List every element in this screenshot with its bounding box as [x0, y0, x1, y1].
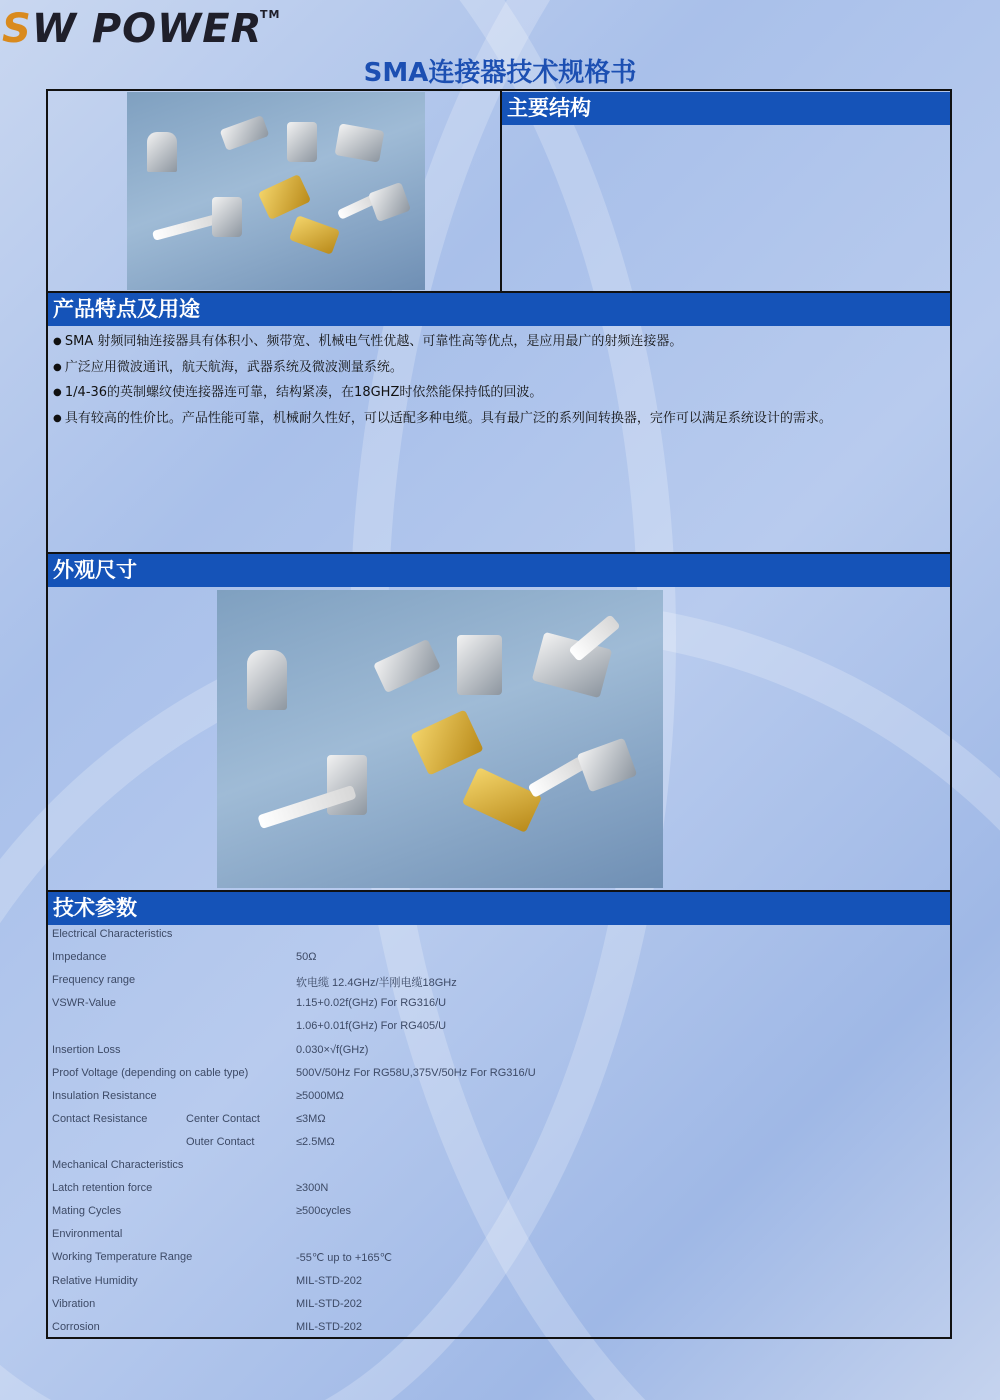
- structure-header: 主要结构: [502, 92, 950, 125]
- spec-value: ≥300N: [296, 1182, 329, 1195]
- spec-sub: Outer Contact: [186, 1135, 255, 1148]
- features-list: [53, 329, 832, 431]
- spec-value: ≤3MΩ: [296, 1112, 326, 1125]
- spec-value: MIL-STD-202: [296, 1274, 363, 1287]
- specs-section: [48, 892, 950, 1337]
- spec-value: 1.06+0.01f(GHz) For RG405/U: [296, 1020, 447, 1033]
- spec-label: Proof Voltage (depending on cable type): [52, 1066, 249, 1079]
- spec-label: Contact Resistance: [52, 1112, 148, 1125]
- spec-label: Frequency range: [52, 974, 136, 987]
- top-row: [48, 91, 950, 293]
- spec-value: ≥5000MΩ: [296, 1089, 344, 1102]
- spec-label: Relative Humidity: [52, 1274, 138, 1287]
- spec-value: MIL-STD-202: [296, 1297, 363, 1310]
- brand-logo: SW POWER TM: [2, 6, 281, 52]
- spec-label: Working Temperature Range: [52, 1251, 193, 1264]
- spec-value: 软电缆 12.4GHz/半刚电缆18GHz: [296, 977, 457, 990]
- list-item: ● 1/4-36的英制螺纹使连接器连可靠，结构紧凑，在18GHZ时依然能保持低的回波。: [53, 380, 832, 406]
- spec-label: Insertion Loss: [52, 1043, 121, 1056]
- spec-label: Mating Cycles: [52, 1205, 122, 1218]
- spec-value: 500V/50Hz For RG58U,375V/50Hz For RG316/U: [296, 1066, 536, 1079]
- spec-value: 50Ω: [296, 951, 317, 964]
- spec-label: Mechanical Characteristics: [52, 1159, 184, 1171]
- product-photo-large: [217, 590, 663, 888]
- spec-value: MIL-STD-202: [296, 1320, 363, 1333]
- spec-label: Insulation Resistance: [52, 1089, 157, 1102]
- spec-label: Electrical Characteristics: [52, 928, 173, 940]
- spec-label: Corrosion: [52, 1320, 100, 1333]
- list-item: ● 广泛应用微波通讯，航天航海，武器系统及微波测量系统。: [53, 355, 832, 381]
- dimensions-header: 外观尺寸: [48, 554, 950, 587]
- spec-value: ≤2.5MΩ: [296, 1135, 335, 1148]
- dimensions-section: [48, 554, 950, 892]
- product-photo-small: [127, 92, 425, 290]
- spec-value: ≥500cycles: [296, 1205, 351, 1218]
- features-header: 产品特点及用途: [48, 293, 950, 326]
- spec-label: Environmental: [52, 1228, 123, 1241]
- spec-label: Vibration: [52, 1297, 96, 1310]
- spec-label: Latch retention force: [52, 1182, 153, 1195]
- features-section: [48, 293, 950, 554]
- spec-label: VSWR-Value: [52, 997, 116, 1010]
- list-item: ● 具有较高的性价比。产品性能可靠，机械耐久性好，可以适配多种电缆。具有最广泛的系列间转换器，完作可以满足系统设计的需求。: [53, 406, 832, 432]
- spec-sub: Center Contact: [186, 1112, 260, 1125]
- page-title: SMA连接器技术规格书: [363, 58, 637, 88]
- spec-value: -55℃ up to +165℃: [296, 1252, 392, 1265]
- list-item: ● SMA 射频同轴连接器具有体积小、频带宽、机械电气性优越、可靠性高等优点，是应用最广的射频连接器。: [53, 329, 832, 355]
- spec-label: Impedance: [52, 951, 107, 964]
- spec-value: 1.15+0.02f(GHz) For RG316/U: [296, 997, 447, 1010]
- spec-sheet-frame: [46, 89, 952, 1339]
- spec-value: 0.030×√f(GHz): [296, 1043, 369, 1056]
- specs-header: 技术参数: [48, 892, 950, 925]
